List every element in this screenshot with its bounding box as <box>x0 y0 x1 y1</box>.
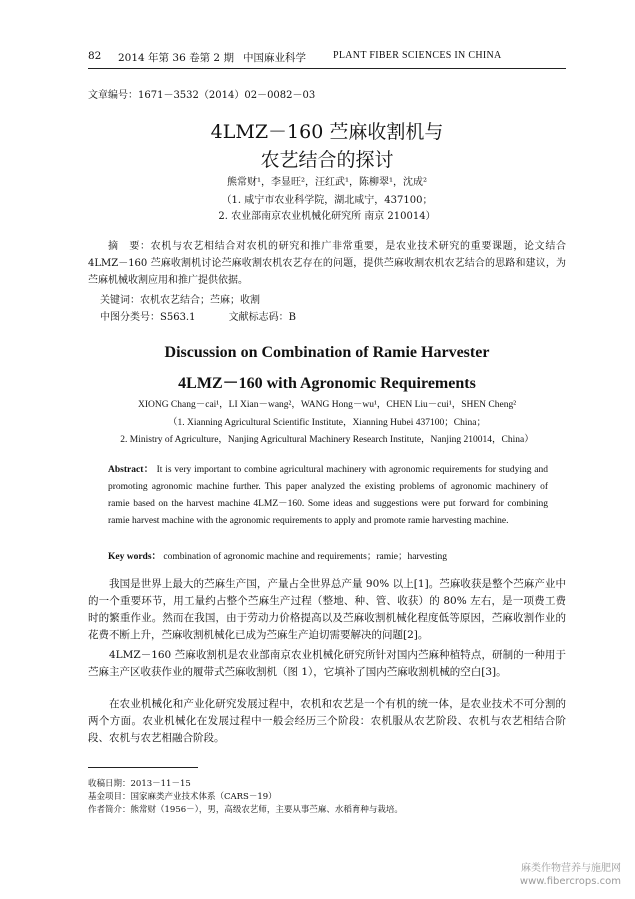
affiliation-zh-2: 2. 农业部南京农业机械化研究所 南京 210014） <box>218 211 436 222</box>
title-zh-line-1: 4LMZ－160 苎麻收割机与 <box>210 121 444 143</box>
page-number: 82 <box>88 50 102 62</box>
title-en-line-2: 4LMZ－160 with Agronomic Requirements <box>178 375 476 392</box>
affiliation-zh-1: （1. 咸宁市农业科学院，湖北咸宁，437100； <box>221 195 433 206</box>
authors-zh: 熊常财¹，李显旺²，汪红武¹，陈柳翠¹，沈成² <box>226 177 428 188</box>
body-paragraph-3: 在农业机械化和产业化研究发展过程中，农机和农艺是一个有机的统一体，是农业技术不可分割的两个方面。农业机械化在发展过程中一般会经历三个阶段：农机服从农艺阶段、农机与农艺相结合阶段、农机与农艺相融合阶段。 <box>88 698 566 744</box>
article-number: 文章编号：1671－3532（2014）02－0082－03 <box>88 90 316 101</box>
keywords-en-text: combination of agronomic machine and requirements；ramie；harvesting <box>163 552 448 562</box>
title-en-line-1: Discussion on Combination of Ramie Harvester <box>164 344 490 361</box>
keywords-en <box>108 548 447 562</box>
classification <box>100 308 326 323</box>
abstract-en <box>108 462 548 530</box>
keywords-en-label: Key words： <box>108 552 162 562</box>
site-watermark <box>520 862 621 888</box>
running-header <box>88 50 558 66</box>
journal-name-en: PLANT FIBER SCIENCES IN CHINA <box>333 50 502 61</box>
keywords-zh: 关键词：农机农艺结合；苎麻；收割 <box>100 295 260 306</box>
journal-volume: 2014 年第 36 卷第 2 期 <box>118 52 234 64</box>
watermark-url: www.fibercrops.com <box>519 876 621 887</box>
affiliation-en-2: 2. Ministry of Agriculture，Nanjing Agricultural Machinery Research Institute，Nanjing 210014，China） <box>120 435 534 445</box>
footnote-author: 作者简介：熊常财（1956－），男，高级农艺师，主要从事苎麻、水稻育种与栽培。 <box>88 805 403 815</box>
abstract-en-label: Abstract： <box>108 465 154 475</box>
title-zh-line-2: 农艺结合的探讨 <box>260 149 394 171</box>
footnote-received: 收稿日期：2013－11－15 <box>88 779 191 789</box>
affiliation-en-1: （1. Xianning Agricultural Scientific Institute，Xianning Hubei 437100；China； <box>168 418 486 428</box>
footnote-fund: 基金项目：国家麻类产业技术体系（CARS－19） <box>88 792 277 802</box>
abstract-en-text: It is very important to combine agricultural machinery with agronomic requirements for studying and promoting agronomic machine further. This paper analyzed the existing problems of agronomic machinery of ramie based on the harvest machine 4LMZ－160. Some ideas and suggestions were put forward for combining ramie harvest machine with the agronomic requirements to apply and promote ramie harvesting machine. <box>108 465 549 526</box>
clc-number: 中图分类号：S563.1 <box>100 312 196 323</box>
journal-name-zh: 中国麻业科学 <box>243 52 306 64</box>
header-rule <box>88 68 566 69</box>
authors-en: XIONG Chang－cai¹，LI Xian－wang²，WANG Hong－wu¹，CHEN Liu－cui¹，SHEN Cheng² <box>137 400 517 410</box>
footnote-rule <box>88 767 198 768</box>
watermark-name: 麻类作物营养与施肥网 <box>521 863 621 874</box>
document-code: 文献标志码：B <box>228 312 297 323</box>
body-paragraph-2: 4LMZ－160 苎麻收割机是农业部南京农业机械化研究所针对国内苎麻种植特点，研制的一种用于苎麻主产区收获作业的履带式苎麻收割机（图 1），它填补了国内苎麻收割机械的空白[3]。 <box>88 649 566 678</box>
body-paragraph-1: 我国是世界上最大的苎麻生产国，产量占全世界总产量 90% 以上[1]。苎麻收获是整个苎麻产业中的一个重要环节，用工量约占整个苎麻生产过程（整地、种、管、收获）的 80% 左右，是一项费工费时的繁重作业。然而在我国，由于劳动力价格提高以及苎麻收割机械化程度低等原因，苎麻收割作业的花费不断上升，苎麻收割机械化已成为苎麻生产迫切需要解决的问题[2]。 <box>88 578 566 641</box>
abstract-zh: 摘 要：农机与农艺相结合对农机的研究和推广非常重要，是农业技术研究的重要课题，论文结合 4LMZ－160 苎麻收割机讨论苎麻收割农机农艺存在的问题，提供苎麻收割农机农艺结合的思路和建议，为苎麻机械收割应用和推广提供依据。 <box>88 241 566 286</box>
